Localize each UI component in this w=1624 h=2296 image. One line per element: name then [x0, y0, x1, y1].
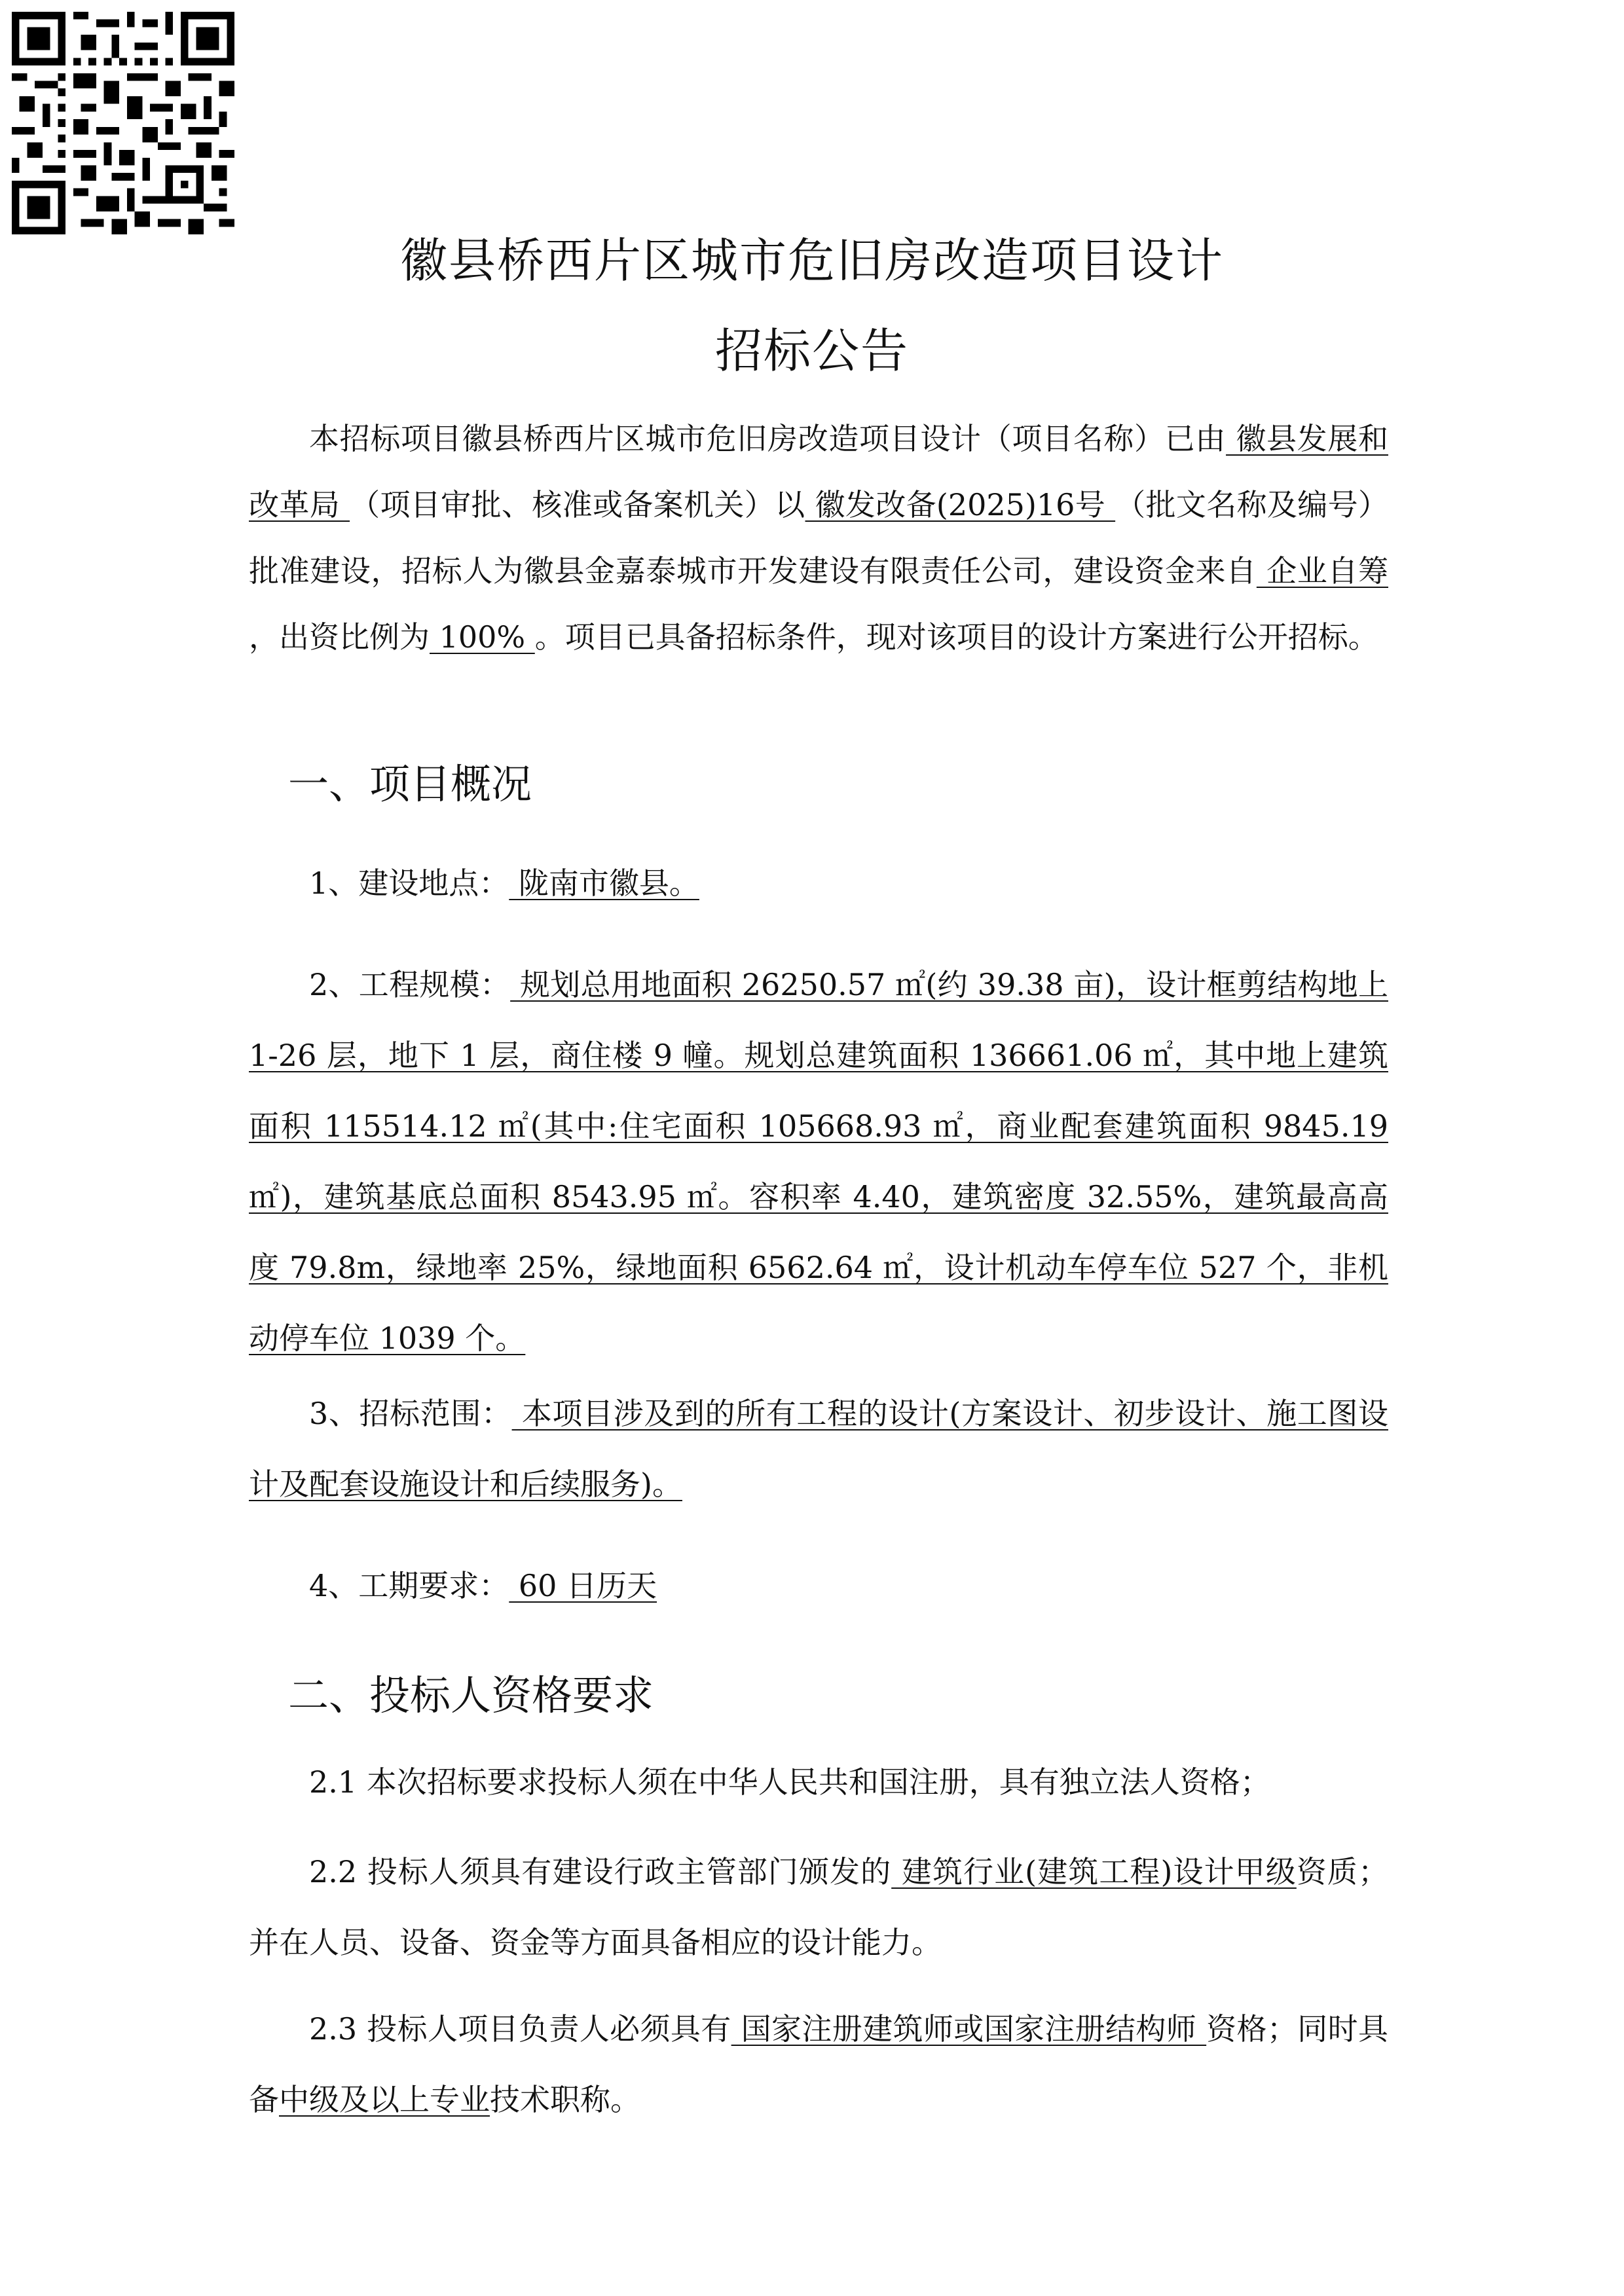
- requirement-2-3-text: 2.3 投标人项目负责人必须具有: [309, 2011, 731, 2047]
- requirement-2-3: [249, 1994, 1388, 2135]
- item-scope: [249, 1378, 1388, 1520]
- item-location: [249, 848, 1388, 919]
- intro-text-1: 本招标项目徽县桥西片区城市危旧房改造项目设计（项目名称）已由: [309, 421, 1227, 456]
- requirement-2-3-text-mid: 资格；同时具备: [249, 2011, 1389, 2117]
- requirement-2-3-title-level: 中级及以上专业: [279, 2082, 490, 2117]
- document-title: 徽县桥西片区城市危旧房改造项目设计: [399, 233, 1224, 288]
- section-heading-overview: 一、项目概况: [288, 760, 532, 808]
- requirement-2-2: [249, 1836, 1388, 1978]
- item-scope-label: 3、招标范围：: [309, 1396, 512, 1431]
- requirement-2-2-text: 2.2 投标人须具有建设行政主管部门颁发的: [309, 1854, 892, 1889]
- approval-doc-number: 徽发改备(2025)16号: [805, 487, 1116, 522]
- intro-text-2: （项目审批、核准或备案机关）以: [350, 487, 805, 522]
- intro-paragraph: [249, 406, 1388, 670]
- intro-text-3: （批文名称及编号）批准建设，招标人为徽县金嘉泰城市开发建设有限责任公司，建设资金来自: [249, 487, 1389, 589]
- intro-text-4: ，出资比例为: [249, 619, 430, 655]
- item-duration-value: 60 日历天: [509, 1568, 657, 1603]
- item-scale-label: 2、工程规模：: [309, 967, 511, 1002]
- item-location-label: 1、建设地点：: [309, 866, 509, 901]
- item-scale: [249, 949, 1388, 1374]
- document-subtitle: 招标公告: [714, 323, 909, 378]
- requirement-2-1: 2.1 本次招标要求投标人须在中华人民共和国注册，具有独立法人资格；: [309, 1764, 1270, 1800]
- item-duration-label: 4、工期要求：: [309, 1568, 509, 1603]
- requirement-2-2-qualification: 建筑行业(建筑工程)设计甲级: [891, 1854, 1297, 1889]
- fund-ratio: 100%: [430, 619, 535, 655]
- fund-source: 企业自筹: [1256, 553, 1389, 589]
- item-duration: [249, 1550, 1388, 1621]
- requirement-2-2-text-end: 资质；并在人员、设备、资金等方面具备相应的设计能力。: [249, 1854, 1389, 1960]
- item-scope-value: 本项目涉及到的所有工程的设计(方案设计、初步设计、施工图设计及配套设施设计和后续服务)。: [249, 1396, 1388, 1502]
- item-location-value: 陇南市徽县。: [509, 866, 699, 901]
- approver-name: 徽县发展和改革局: [249, 421, 1389, 522]
- qr-code: [12, 12, 234, 234]
- item-scale-value: 规划总用地面积 26250.57 ㎡(约 39.38 亩)，设计框剪结构地上 1-26 层，地下 1 层，商住楼 9 幢。规划总建筑面积 136661.06 ㎡，其中地上建筑面积 115514.12 ㎡(其中:住宅面积 105668.93 ㎡，商业配套建筑面积 9845.19 ㎡)，建筑基底总面积 8543.95 ㎡。容积率 4.40，建筑密度 32.55%，建筑最高高度 79.8m，绿地率 25%，绿地面积 6562.64 ㎡，设计机动车停车位 527 个，非机动停车位 1039 个。: [249, 967, 1388, 1356]
- section-heading-qualification: 二、投标人资格要求: [288, 1671, 654, 1719]
- requirement-2-3-text-end: 技术职称。: [490, 2082, 640, 2117]
- requirement-2-3-qualification: 国家注册建筑师或国家注册结构师: [731, 2011, 1207, 2047]
- intro-text-5: 。项目已具备招标条件，现对该项目的设计方案进行公开招标。: [534, 619, 1378, 655]
